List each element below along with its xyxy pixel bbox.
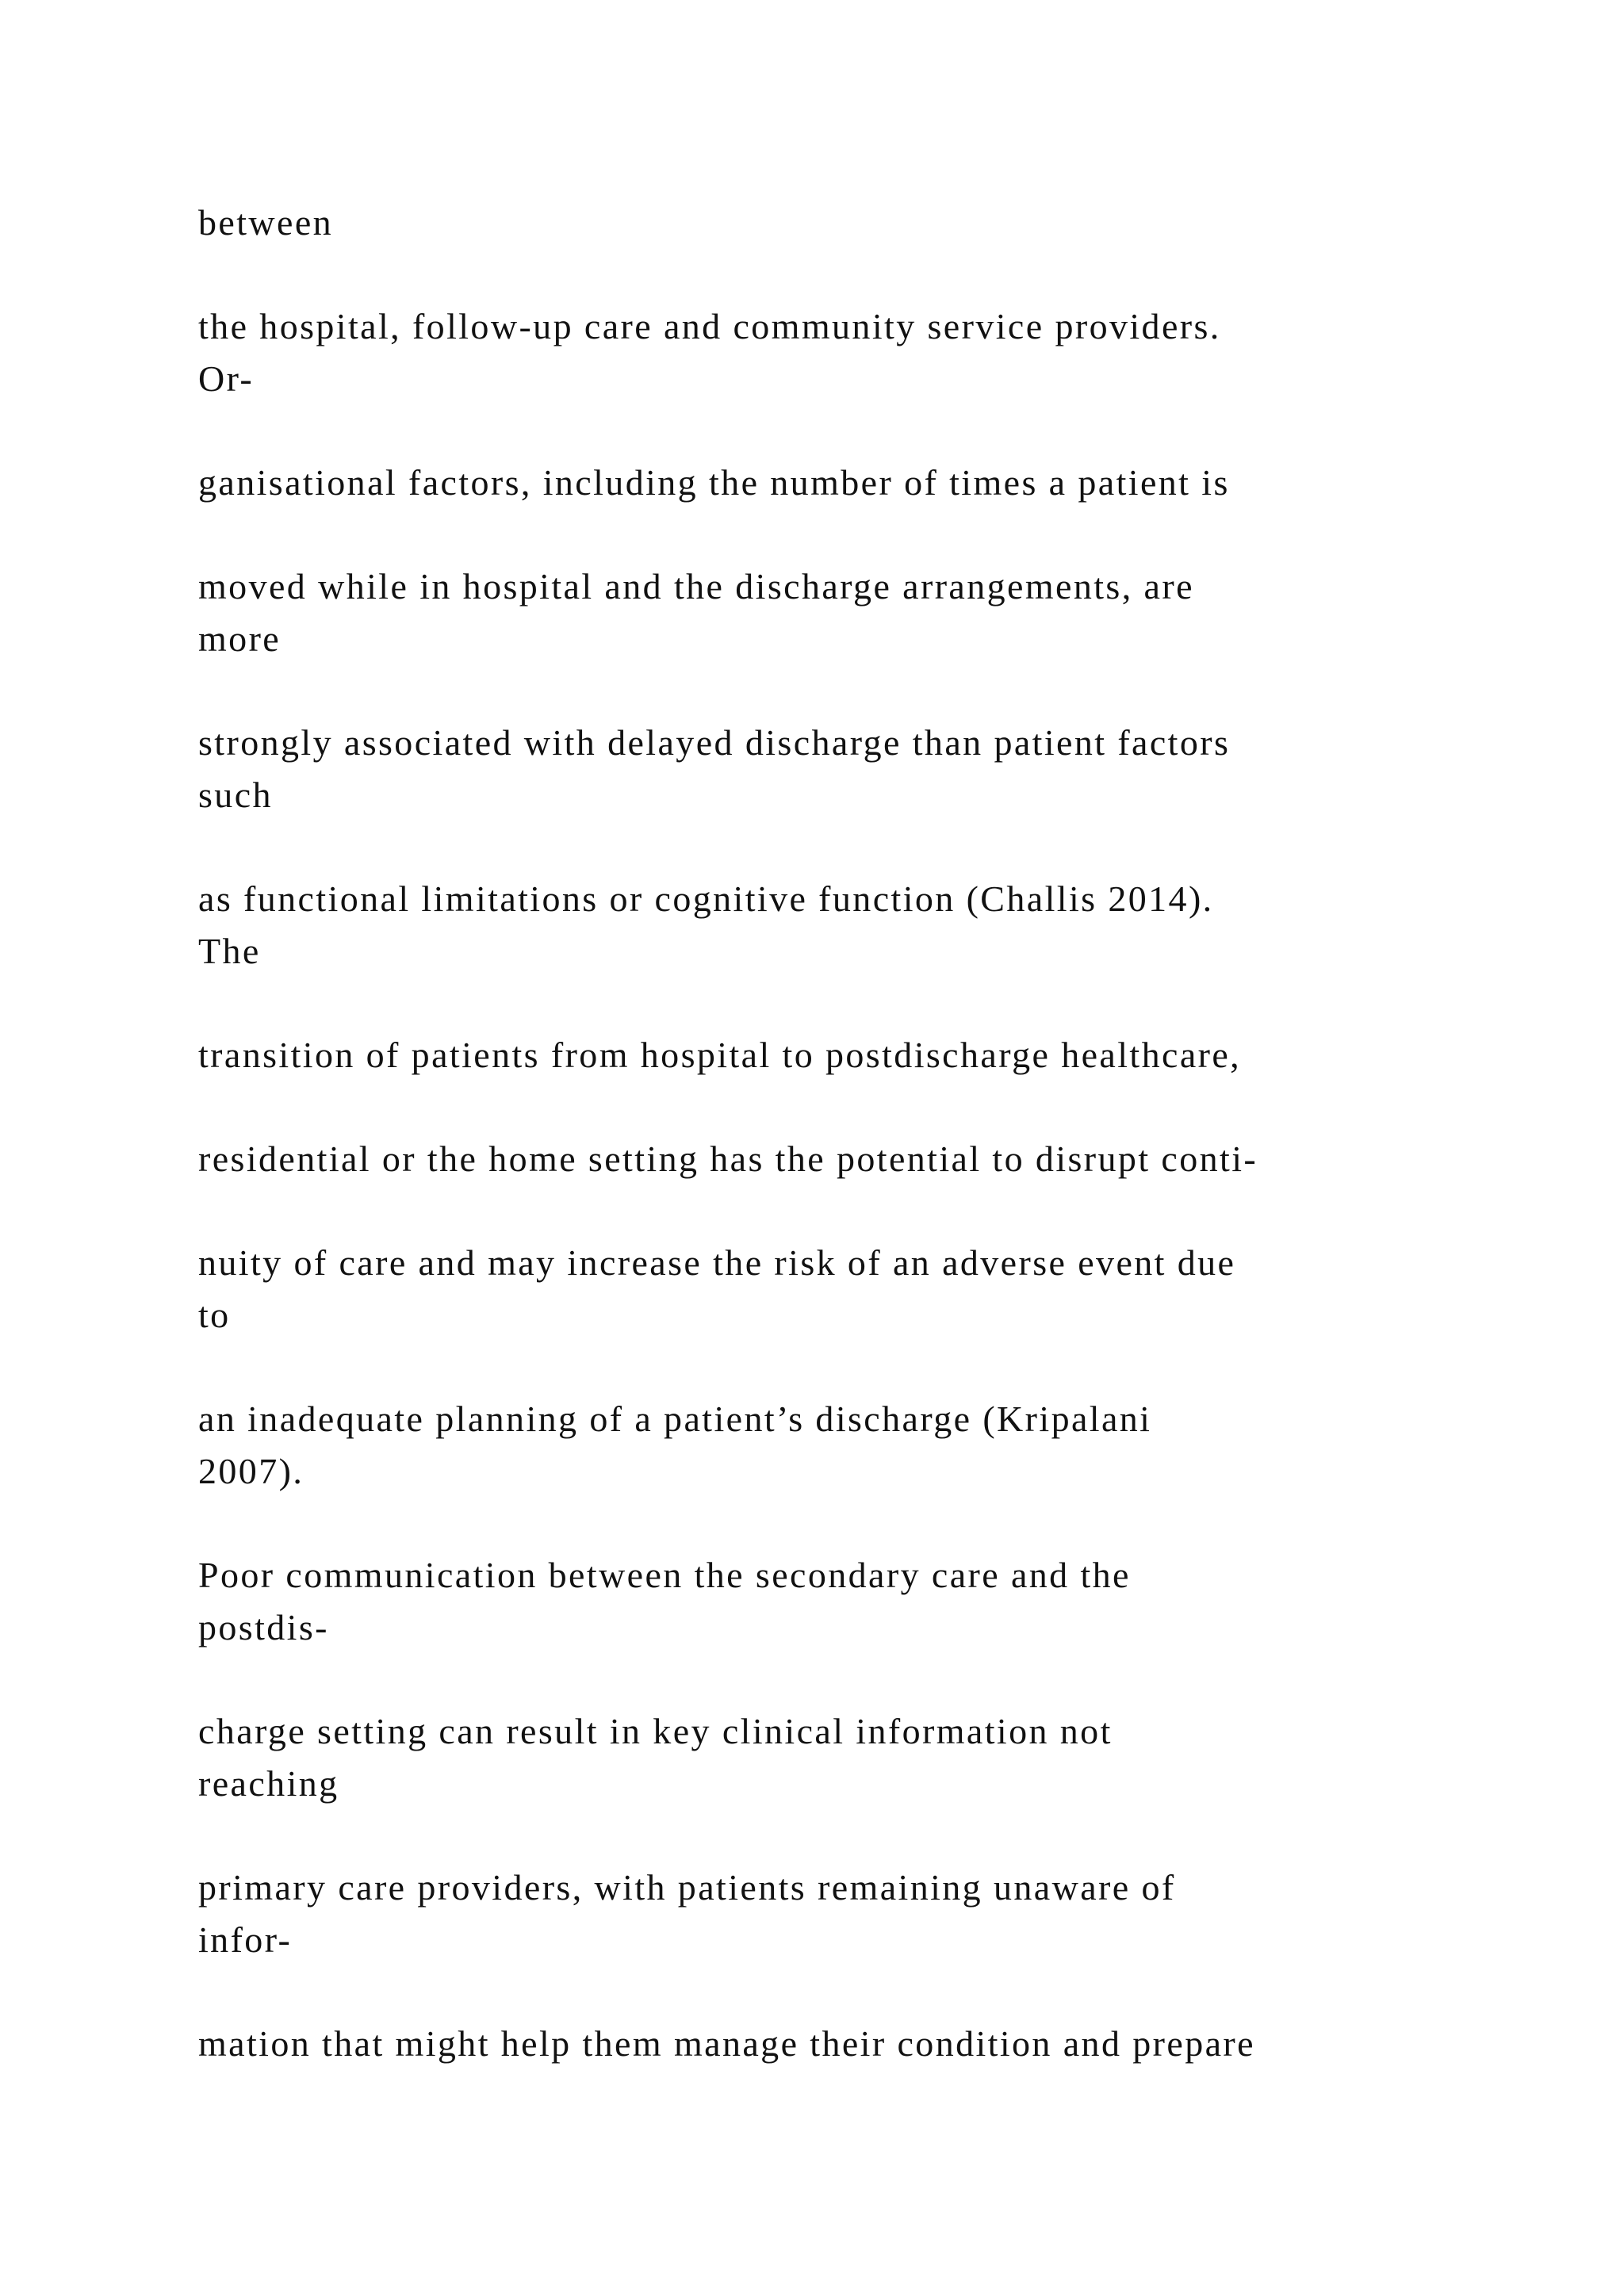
text-line-10: an inadequate planning of a patient’s discharge (Kripalani 2007). <box>198 1399 1152 1491</box>
text-line-11: Poor communication between the secondary care and the postdis- <box>198 1555 1131 1647</box>
text-line-4: moved while in hospital and the discharge arrangements, are more <box>198 566 1194 659</box>
text-line-13: primary care providers, with patients remaining unaware of infor- <box>198 1867 1176 1960</box>
text-line-14: mation that might help them manage their condition and prepare <box>198 2023 1255 2064</box>
body-text <box>198 197 1483 2122</box>
text-line-3: ganisational factors, including the number of times a patient is <box>198 462 1230 503</box>
text-line-7: transition of patients from hospital to postdischarge healthcare, <box>198 1035 1242 1075</box>
text-line-9: nuity of care and may increase the risk of an adverse event due to <box>198 1242 1236 1335</box>
text-line-12: charge setting can result in key clinical information not reaching <box>198 1711 1113 1804</box>
text-line-5: strongly associated with delayed discharge than patient factors such <box>198 722 1231 815</box>
text-line-8: residential or the home setting has the potential to disrupt conti- <box>198 1138 1258 1179</box>
text-line-6: as functional limitations or cognitive function (Challis 2014). The <box>198 878 1214 971</box>
text-line-1: between <box>198 202 334 243</box>
text-line-2: the hospital, follow-up care and community service providers. Or- <box>198 306 1221 399</box>
